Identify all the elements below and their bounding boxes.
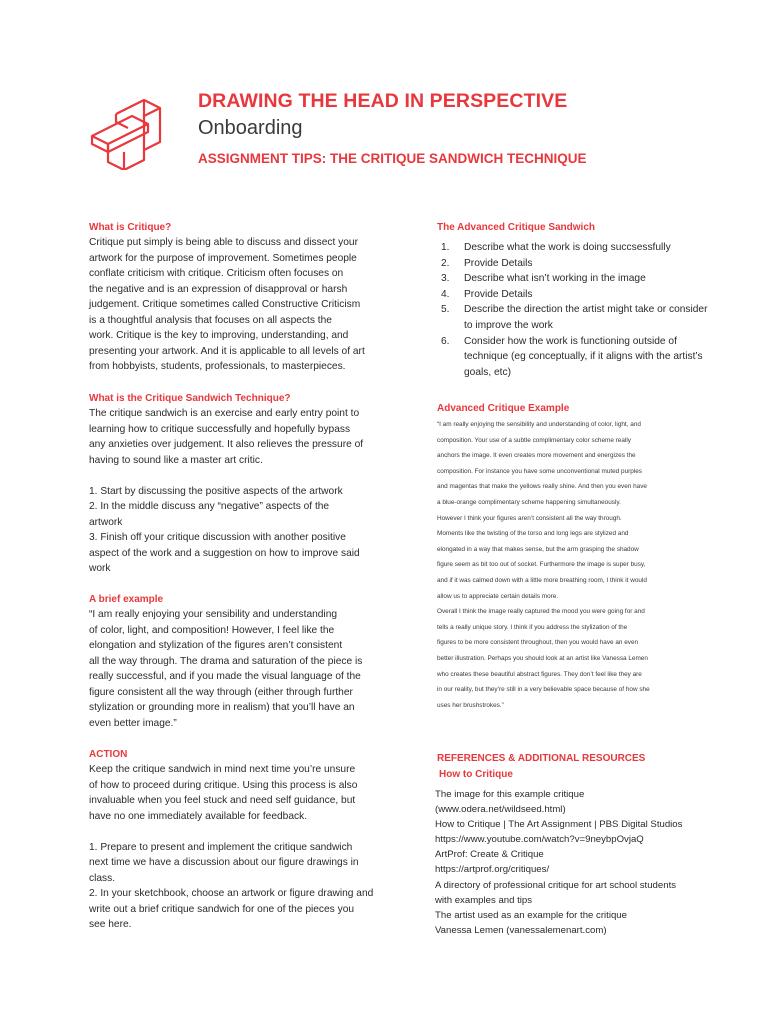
page-title: DRAWING THE HEAD IN PERSPECTIVE	[198, 90, 568, 112]
list-item-text: to improve the work	[464, 319, 553, 331]
text-line: class.	[89, 872, 116, 884]
list-item-text: Describe what the work is doing succsessfully	[464, 242, 671, 253]
reference-line: A directory of professional critique for art school students	[435, 879, 677, 891]
text-line: stylization or grounding more in realism) that you’ll have an	[89, 702, 355, 713]
text-line: elongated in a way that makes sense, but the arm grasping the shadow	[437, 545, 639, 553]
text-line: next time we have a discussion about our figure drawings in	[89, 857, 359, 868]
text-line: elongation and stylization of the figures aren’t consistent	[89, 640, 343, 651]
text-line: “I am really enjoying your sensibility and understanding	[89, 609, 338, 620]
reference-line: Vanessa Lemen (vanessalemenart.com)	[435, 924, 607, 936]
text-line: “I am really enjoying the sensibility and understanding of color, light, and	[437, 421, 641, 428]
text-line: judgement. Critique sometimes called Constructive Criticism	[89, 299, 361, 310]
text-line: is a thoughtful analysis that focuses on all aspects the	[89, 314, 332, 326]
text-line: anchors the image. It even creates more movement and energizes the	[437, 452, 636, 460]
references-list	[435, 787, 682, 938]
advanced-sandwich-list	[437, 240, 727, 380]
text-line: uses her brushstrokes.”	[437, 701, 504, 709]
text-line: 2. In your sketchbook, choose an artwork or figure drawing and	[89, 888, 374, 899]
text-line: of color, light, and composition! However, I feel like the	[89, 624, 335, 636]
text-line: composition. Your use of a subtle complimentary color scheme really	[437, 436, 631, 444]
text-line: the negative and is an expression of disapproval or harsh	[89, 283, 348, 295]
list-item-number: 1.	[441, 242, 450, 253]
text-line: who creates these beautiful abstract figures. They don’t feel like they are	[437, 670, 642, 678]
sandwich-technique-text	[89, 406, 363, 577]
list-item-text: goals, etc)	[464, 366, 511, 378]
text-line: and if it was calmed down with a little more breathing room, I think it would	[437, 576, 647, 584]
text-line: any anxieties over judgement. It also relieves the pressure of	[89, 439, 364, 450]
list-item-number: 2.	[441, 257, 450, 269]
text-line: write out a brief critique sandwich for one of the pieces you	[89, 903, 355, 915]
list-item-text: technique (eg conceptually, if it aligns with the artist’s	[464, 351, 703, 363]
list-item-text: Describe what isn’t working in the image	[464, 273, 646, 285]
text-line: learning how to critique successfully and hopefully bypass	[89, 423, 351, 435]
text-line: However I think your figures aren’t consistent all the way through.	[437, 514, 622, 522]
text-line: 1. Start by discussing the positive aspects of the artwork	[89, 485, 343, 497]
text-line: Critique put simply is being able to discuss and dissect your	[89, 237, 358, 248]
text-line: The critique sandwich is an exercise and early entry point to	[89, 408, 360, 419]
heading-how-to-critique: How to Critique	[439, 769, 513, 780]
reference-line: https://www.youtube.com/watch?v=9neybpOvjaQ	[435, 834, 644, 846]
what-is-critique-text	[89, 235, 365, 375]
heading-brief-example: A brief example	[89, 594, 164, 605]
list-item	[437, 271, 727, 287]
text-line: Keep the critique sandwich in mind next time you’re unsure	[89, 764, 356, 775]
text-line: having to sound like a master art critic.	[89, 454, 263, 466]
text-line: Overall I think the image really captured the mood you were going for and	[437, 608, 645, 616]
list-item-text: Describe the direction the artist might take or consider	[464, 304, 708, 316]
list-item-number: 6.	[441, 335, 450, 347]
list-item	[437, 287, 727, 303]
text-line: of how to proceed during critique. Using this process is also	[89, 779, 358, 791]
list-item	[437, 240, 727, 256]
reference-line: The image for this example critique	[435, 789, 585, 800]
text-line: conflate criticism with critique. Criticism often focuses on	[89, 268, 344, 279]
page-subtitle: Onboarding	[198, 117, 303, 139]
text-line: work	[89, 563, 111, 574]
list-item-text: Provide Details	[464, 288, 533, 300]
text-line: invaluable when you feel stuck and need self guidance, but	[89, 795, 356, 806]
text-line: have no one immediately available for feedback.	[89, 810, 308, 822]
heading-advanced-example: Advanced Critique Example	[437, 403, 570, 414]
list-item-text: Provide Details	[464, 257, 533, 269]
list-item-number: 4.	[441, 288, 450, 300]
reference-line: with examples and tips	[435, 894, 533, 906]
list-item	[437, 334, 727, 381]
text-line: and magentas that make the yellows really shine. And then you even have	[437, 483, 647, 491]
text-line: figure consistent all the way through (either through further	[89, 686, 353, 698]
text-line: 2. In the middle discuss any “negative” aspects of the	[89, 501, 330, 512]
list-item-number: 5.	[441, 304, 450, 316]
text-line: from hobbyists, students, professionals, to masterpieces.	[89, 361, 346, 372]
heading-sandwich-technique: What is the Critique Sandwich Technique?	[89, 393, 291, 404]
text-line: artwork	[89, 516, 123, 528]
text-line: presenting your artwork. And it is applicable to all levels of art	[89, 345, 365, 357]
reference-line: (www.odera.net/wildseed.html)	[435, 804, 566, 816]
heading-what-is-critique: What is Critique?	[89, 222, 172, 233]
text-line: work. Critique is the key to improving, understanding, and	[89, 330, 349, 341]
assignment-tagline: ASSIGNMENT TIPS: THE CRITIQUE SANDWICH TECHNIQUE	[198, 151, 587, 166]
text-line: figure seem as bit too out of socket. Furthermore the image is super busy,	[437, 561, 646, 569]
text-line: 3. Finish off your critique discussion with another positive	[89, 532, 346, 543]
text-line: even better image.”	[89, 717, 177, 729]
text-line: in our reality, but they’re still in a very believable space because of how she	[437, 686, 650, 694]
text-line	[89, 824, 373, 840]
reference-line: How to Critique | The Art Assignment | PBS Digital Studios	[435, 819, 683, 831]
text-line: composition. For instance you have some unconventional muted purples	[437, 467, 642, 475]
list-item-number: 3.	[441, 273, 450, 285]
brief-example-text	[89, 607, 362, 731]
heading-advanced-sandwich: The Advanced Critique Sandwich	[437, 222, 595, 233]
text-line: a blue-orange complimentary scheme happening simultaneously.	[437, 498, 621, 506]
reference-line: ArtProf: Create & Critique	[435, 849, 544, 861]
text-line	[89, 468, 363, 484]
heading-action: ACTION	[89, 749, 128, 760]
list-item-text: Consider how the work is functioning outside of	[464, 335, 677, 347]
text-line: 1. Prepare to present and implement the critique sandwich	[89, 841, 353, 853]
list-item	[437, 256, 727, 272]
text-line: all the way through. The drama and saturation of the piece is	[89, 655, 363, 667]
isometric-block-logo-icon	[86, 86, 170, 170]
text-line: artwork for the purpose of improvement. Sometimes people	[89, 252, 357, 264]
text-line: better illustration. Perhaps you should look at an artist like Vanessa Lemen	[437, 654, 648, 662]
text-line: really successful, and if you made the visual language of the	[89, 671, 361, 682]
text-line: allow us to appreciate certain details more.	[437, 592, 559, 600]
action-text	[89, 762, 373, 933]
reference-line: The artist used as an example for the critique	[435, 909, 627, 921]
text-line: figures to be more consistent throughout, then you would have an even	[437, 639, 639, 647]
reference-line: https://artprof.org/critiques/	[435, 864, 550, 876]
text-line: Moments like the twisting of the torso and long legs are stylized and	[437, 530, 629, 538]
advanced-example-text	[437, 417, 650, 713]
text-line: aspect of the work and a suggestion on how to improve said	[89, 547, 360, 559]
text-line: tells a really unique story. I think if you address the stylization of the	[437, 623, 628, 631]
heading-references: REFERENCES & ADDITIONAL RESOURCES	[437, 753, 646, 764]
list-item	[437, 302, 727, 333]
text-line: see here.	[89, 919, 132, 930]
